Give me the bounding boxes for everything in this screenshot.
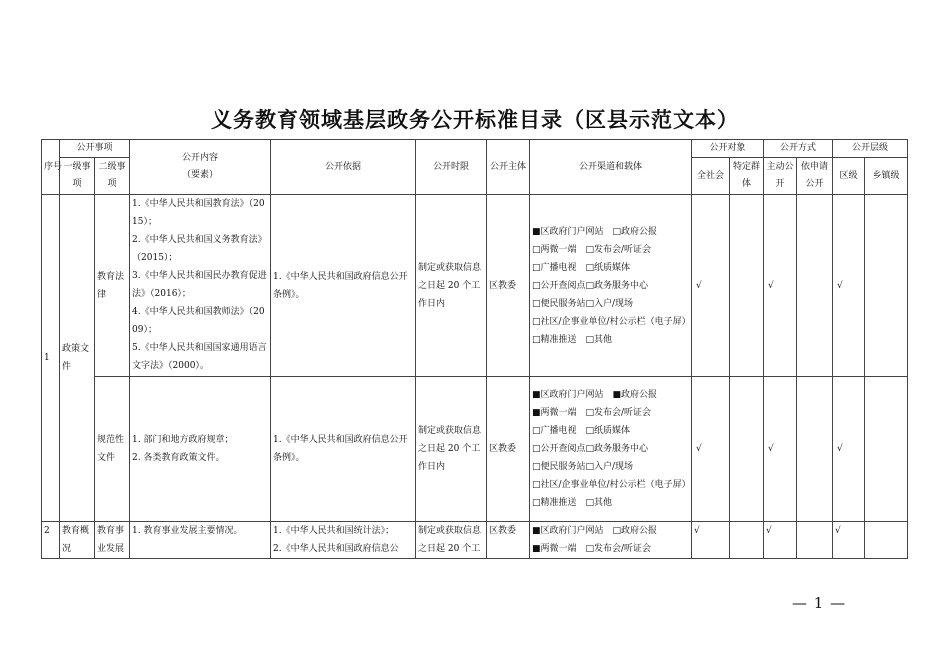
check-layer-district: √ <box>833 522 865 559</box>
level1-cell: 政策文件 <box>60 195 95 522</box>
header-method-apply: 依申请公开 <box>797 158 833 195</box>
header-subject: 公开主体 <box>487 140 530 195</box>
subject-cell: 区教委 <box>487 522 530 559</box>
check-target-specific <box>730 195 764 377</box>
header-target: 公开对象 <box>692 140 764 158</box>
channel-cell: ■区政府门户网站 □政府公报 □两微一端 □发布会/听证会 □广播电视 □纸质媒体 □公开查阅点□政务服务中心 □便民服务站□入户/现场 □社区/企事业单位/村公示栏（电子屏） □精准推送 □其他 <box>530 195 692 377</box>
channel-cell: ■区政府门户网站 ■政府公报 ■两微一端 □发布会/听证会 □广播电视 □纸质媒体 □公开查阅点□政务服务中心 □便民服务站□入户/现场 □社区/企事业单位/村公示栏（电子屏） □精准推送 □其他 <box>530 377 692 522</box>
check-method-apply <box>797 195 833 377</box>
table-row <box>42 195 908 377</box>
header-method: 公开方式 <box>764 140 833 158</box>
content-cell: 1. 教育事业发展主要情况。 <box>130 522 271 559</box>
check-layer-town <box>865 522 908 559</box>
check-target-all: √ <box>692 522 730 559</box>
basis-cell: 1.《中华人民共和国政府信息公开条例》。 <box>271 377 416 522</box>
basis-cell: 1.《中华人民共和国政府信息公开条例》。 <box>271 195 416 377</box>
check-layer-town <box>865 195 908 377</box>
period-cell: 制定或获取信息之日起 20 个工作日内 <box>416 195 487 377</box>
check-method-apply <box>797 522 833 559</box>
header-target-specific: 特定群体 <box>730 158 764 195</box>
period-cell: 制定或获取信息之日起 20 个工作日内 <box>416 377 487 522</box>
subject-cell: 区教委 <box>487 377 530 522</box>
level1-cell: 教育概况 <box>60 522 95 559</box>
header-method-active: 主动公开 <box>764 158 797 195</box>
check-layer-district: √ <box>833 377 865 522</box>
check-method-active: √ <box>764 195 797 377</box>
subject-cell: 区教委 <box>487 195 530 377</box>
check-target-specific <box>730 522 764 559</box>
level2-cell: 教育法律 <box>95 195 130 377</box>
header-seq: 序号 <box>42 140 60 195</box>
check-method-apply <box>797 377 833 522</box>
page-title: 义务教育领域基层政务公开标准目录（区县示范文本） <box>211 107 739 132</box>
check-target-all: √ <box>692 195 730 377</box>
header-content: 公开内容 （要素） <box>130 140 271 195</box>
level2-cell: 教育事业发展 <box>95 522 130 559</box>
header-layer: 公开层级 <box>833 140 908 158</box>
header-layer-town: 乡镇级 <box>865 158 908 195</box>
check-target-all: √ <box>692 377 730 522</box>
header-target-all: 全社会 <box>692 158 730 195</box>
header-item: 公开事项 <box>60 140 130 158</box>
check-target-specific <box>730 377 764 522</box>
header-basis: 公开依据 <box>271 140 416 195</box>
catalog-table <box>41 139 908 559</box>
page-number: — 1 — <box>792 594 847 612</box>
header-layer-district: 区级 <box>833 158 865 195</box>
check-layer-district: √ <box>833 195 865 377</box>
seq-cell: 2 <box>42 522 60 559</box>
header-level2: 二级事项 <box>95 158 130 195</box>
table-row <box>42 377 908 522</box>
table-row <box>42 522 908 559</box>
channel-cell: ■区政府门户网站 □政府公报 ■两微一端 □发布会/听证会 <box>530 522 692 559</box>
header-channel: 公开渠道和载体 <box>530 140 692 195</box>
check-method-active: √ <box>764 377 797 522</box>
check-method-active: √ <box>764 522 797 559</box>
level2-cell: 规范性文件 <box>95 377 130 522</box>
basis-cell: 1.《中华人民共和国统计法》； 2.《中华人民共和国政府信息公 <box>271 522 416 559</box>
seq-cell: 1 <box>42 195 60 522</box>
content-cell: 1. 部门和地方政府规章； 2. 各类教育政策文件。 <box>130 377 271 522</box>
period-cell: 制定或获取信息之日起 20 个工 <box>416 522 487 559</box>
header-period: 公开时限 <box>416 140 487 195</box>
content-cell: 1.《中华人民共和国教育法》（2015）； 2.《中华人民共和国义务教育法》（2015）； 3.《中华人民共和国民办教育促进法》（2016）； 4.《中华人民共和国教师法》（2009）； 5.《中华人民共和国国家通用语言文字法》（2000）。 <box>130 195 271 377</box>
header-level1: 一级事项 <box>60 158 95 195</box>
check-layer-town <box>865 377 908 522</box>
